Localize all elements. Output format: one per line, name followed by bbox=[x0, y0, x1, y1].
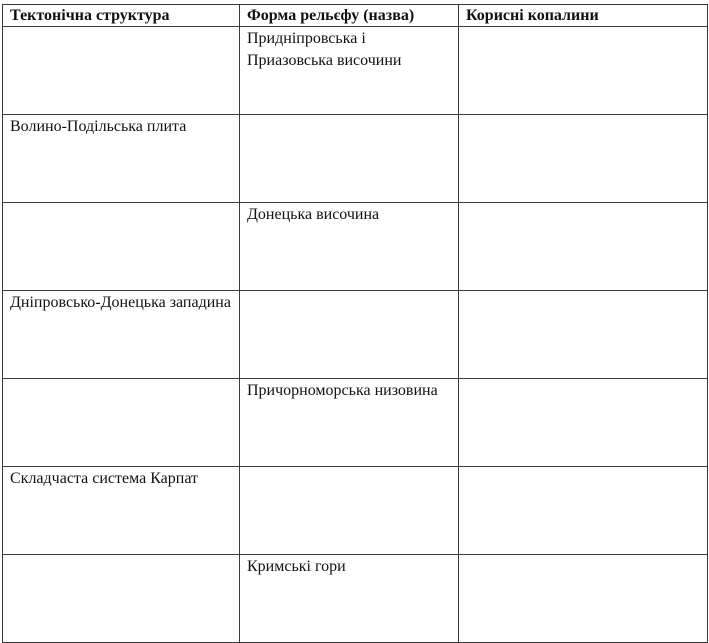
relief-cell[interactable] bbox=[240, 291, 459, 379]
tectonic-cell[interactable] bbox=[3, 203, 240, 291]
relief-cell[interactable] bbox=[240, 467, 459, 555]
tectonic-cell[interactable]: Волино-Подільська плита bbox=[3, 115, 240, 203]
tectonic-cell[interactable] bbox=[3, 555, 240, 643]
header-minerals: Корисні копалини bbox=[459, 5, 708, 27]
relief-cell[interactable]: Причорноморська низовина bbox=[240, 379, 459, 467]
tectonic-cell[interactable]: Складчаста система Карпат bbox=[3, 467, 240, 555]
relief-cell[interactable]: Донецька височина bbox=[240, 203, 459, 291]
minerals-cell[interactable] bbox=[459, 379, 708, 467]
minerals-cell[interactable] bbox=[459, 203, 708, 291]
header-tectonic-structure: Тектонічна структура bbox=[3, 5, 240, 27]
table-row bbox=[3, 291, 708, 379]
table-row bbox=[3, 467, 708, 555]
header-relief-form: Форма рельєфу (назва) bbox=[240, 5, 459, 27]
tectonic-cell[interactable] bbox=[3, 379, 240, 467]
minerals-cell[interactable] bbox=[459, 467, 708, 555]
table-row bbox=[3, 203, 708, 291]
table-row bbox=[3, 115, 708, 203]
tectonic-cell[interactable]: Дніпровсько-Донецька западина bbox=[3, 291, 240, 379]
relief-cell[interactable]: Кримські гори bbox=[240, 555, 459, 643]
relief-cell[interactable]: Придніпровська і Приазовська височини bbox=[240, 27, 459, 115]
table-row bbox=[3, 379, 708, 467]
relief-table bbox=[2, 4, 708, 643]
table-row bbox=[3, 27, 708, 115]
relief-cell[interactable] bbox=[240, 115, 459, 203]
minerals-cell[interactable] bbox=[459, 291, 708, 379]
minerals-cell[interactable] bbox=[459, 555, 708, 643]
header-row bbox=[3, 5, 708, 27]
minerals-cell[interactable] bbox=[459, 27, 708, 115]
tectonic-cell[interactable] bbox=[3, 27, 240, 115]
table-row bbox=[3, 555, 708, 643]
minerals-cell[interactable] bbox=[459, 115, 708, 203]
